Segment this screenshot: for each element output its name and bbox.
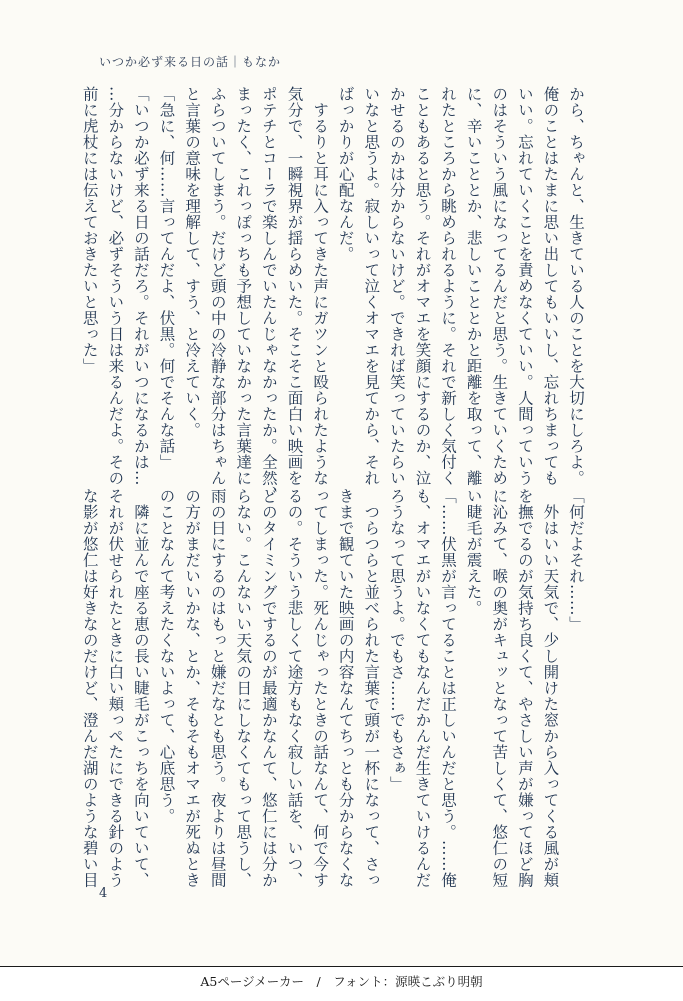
text-line: 「いつか必ず来る日の話だろ。それがいつになるかは… [131, 86, 150, 486]
text-block-bottom [80, 488, 588, 888]
text-line: するりと耳に入ってきた声にガツンと殴られたような [311, 86, 330, 486]
text-line: 「何だよそれ……」 [567, 488, 585, 632]
text-line: どのタイミングでするのが最適かなんて、悠仁には分か [259, 488, 278, 888]
footer-credit: A5ページメーカー / フォント：源暎こぶり明朝 [200, 974, 483, 989]
text-line: 「急に、何……言ってんだよ、伏黒。何でそんな話」 [157, 86, 176, 470]
text-line: と言葉の意味を理解して、すう、と冷えていく。 [183, 86, 202, 438]
text-line: 俺のことはたまに思い出してもいいし、忘れちまっても [541, 86, 560, 486]
page-number: 4 [99, 886, 108, 901]
text-line: まったく、これっぽっちも予想していなかった言葉達に [234, 86, 253, 486]
text-line: ろうなって思うよ。でもさ……でもさぁ」 [387, 488, 406, 792]
text-line: きまで観ていた映画の内容なんてちっとも分からなくな [336, 488, 355, 888]
text-line: 前に虎杖には伝えておきたいと思った」 [80, 86, 99, 374]
text-line: 雨の日にするのはもっと嫌だなとも思う。夜よりは昼間 [208, 488, 227, 888]
text-line: いい。忘れていくことを責めなくていい。人間っていう [515, 86, 534, 486]
text-line: かせるのかは分からないけど。できれば笑っていたらい [387, 86, 406, 486]
text-line: つらつらと並べられた言葉で頭が一杯になって、さっ [362, 488, 381, 888]
text-line: も、オマエがいなくてもなんだかんだ生きていけるんだ [413, 488, 432, 888]
text-line: の方がまだいいかな、とか、そもそもオマエが死ぬとき [183, 488, 202, 888]
text-line: 「……伏黒が言ってることは正しいんだと思う。……俺 [439, 488, 458, 888]
text-line: ポテチとコーラで楽しんでいたんじゃなかったか。全然、 [259, 86, 278, 502]
text-line: に沁みて、喉の奥がキュッとなって苦しくて、悠仁の短 [490, 488, 509, 888]
text-block-top [80, 86, 588, 502]
text-line: を撫でるのが気持ち良くて、やさしい声が嫌ってほど胸 [515, 488, 534, 888]
text-line: ってしまった。死んじゃったときの話なんて、何で今す [311, 488, 330, 888]
text-line: …分からないけど、必ずそういう日は来るんだよ。その [106, 86, 125, 486]
text-line: らない。こんないい天気の日にしなくてもって思うし、 [234, 488, 253, 888]
text-line: こともあると思う。それがオマエを笑顔にするのか、泣 [413, 86, 432, 486]
text-line: それが伏せられたときに白い頬っぺたにできる針のよう [106, 488, 125, 888]
text-line: い睫毛が震えた。 [464, 488, 483, 616]
text-line: ふらついてしまう。だけど頭の中の冷静な部分はちゃん [208, 86, 227, 486]
text-line: な影が悠仁は好きなのだけど、澄んだ湖のような碧い目 [80, 488, 99, 888]
text-line: れたところから眺められるように。それで新しく気付く [439, 86, 458, 486]
text-line: から、ちゃんと、生きている人のことを大切にしろよ。 [567, 86, 585, 486]
text-line: 隣に並んで座る恵の長い睫毛がこっちを向いていて、 [131, 488, 150, 888]
text-line: のはそういう風になってるんだと思う。生きていくため [490, 86, 509, 486]
text-line: いなと思うよ。寂しいって泣くオマエを見てから、それ [362, 86, 381, 486]
text-line: に、辛いこととか、悲しいこととかと距離を取って、離 [464, 86, 483, 486]
text-line: 気分で、一瞬視界が揺らめいた。そこそこ面白い映画を [285, 86, 304, 486]
running-header: いつか必ず来る日の話｜もなか [99, 55, 282, 69]
text-line: ばっかりが心配なんだ。 [336, 86, 355, 262]
text-line: るの。そういう悲しくて途方もなく寂しい話を、いつ、 [285, 488, 304, 888]
text-line: のことなんて考えたくないよって、心底思う。 [157, 488, 176, 824]
text-line: 外はいい天気で、少し開けた窓から入ってくる風が頬 [541, 488, 560, 888]
